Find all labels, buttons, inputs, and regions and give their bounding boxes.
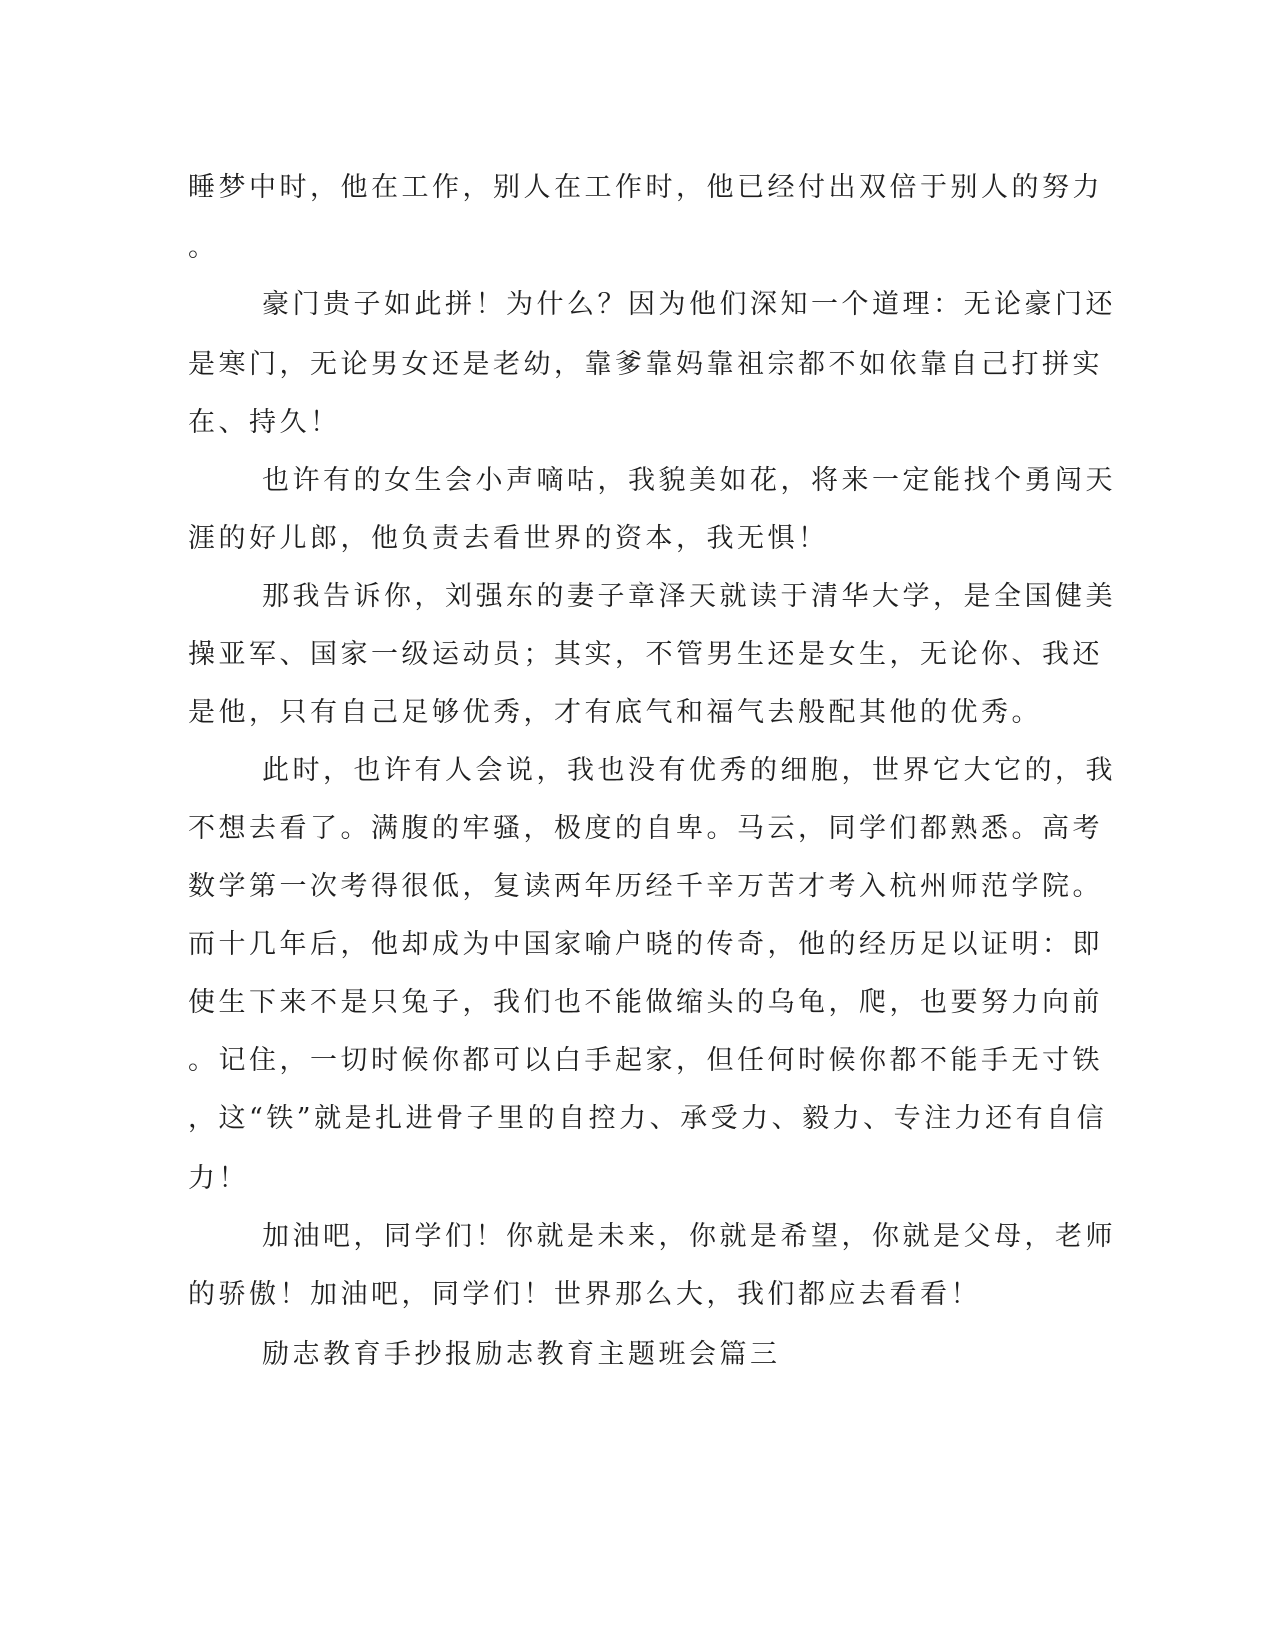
section-heading: 励志教育手抄报励志教育主题班会篇三: [262, 1339, 781, 1370]
paragraph-start-line: 加油吧，同学们！你就是未来，你就是希望，你就是父母，老师: [262, 1221, 1116, 1252]
paragraph-start-line: 豪门贵子如此拼！为什么？因为他们深知一个道理：无论豪门还: [262, 289, 1116, 320]
text-line: 而十几年后，他却成为中国家喻户晓的传奇，他的经历足以证明：即: [188, 929, 1103, 960]
text-line: 力！: [188, 1163, 249, 1194]
text-line: 不想去看了。满腹的牢骚，极度的自卑。马云，同学们都熟悉。高考: [188, 813, 1103, 844]
paragraph-start-line: 那我告诉你，刘强东的妻子章泽天就读于清华大学，是全国健美: [262, 581, 1116, 612]
text-line: 。记住，一切时候你都可以白手起家，但任何时候你都不能手无寸铁: [188, 1045, 1103, 1076]
text-line: 涯的好儿郎，他负责去看世界的资本，我无惧！: [188, 523, 829, 554]
text-line: 数学第一次考得很低，复读两年历经千辛万苦才考入杭州师范学院。: [188, 871, 1103, 902]
paragraph-start-line: 此时，也许有人会说，我也没有优秀的细胞，世界它大它的，我: [262, 755, 1116, 786]
paragraph-start-line: 也许有的女生会小声嘀咕，我貌美如花，将来一定能找个勇闯天: [262, 465, 1116, 496]
text-line: 在、持久！: [188, 407, 341, 438]
text-line: 睡梦中时，他在工作，别人在工作时，他已经付出双倍于别人的努力: [188, 172, 1103, 203]
text-line: 操亚军、国家一级运动员；其实，不管男生还是女生，无论你、我还: [188, 639, 1103, 670]
text-line: 的骄傲！加油吧，同学们！世界那么大，我们都应去看看！: [188, 1279, 981, 1310]
text-line: 使生下来不是只兔子，我们也不能做缩头的乌龟，爬，也要努力向前: [188, 987, 1103, 1018]
text-line: 是寒门，无论男女还是老幼，靠爹靠妈靠祖宗都不如依靠自己打拼实: [188, 349, 1103, 380]
text-line: ，这“铁”就是扎进骨子里的自控力、承受力、毅力、专注力还有自信: [188, 1103, 1108, 1134]
text-line: 。: [188, 232, 219, 263]
text-line: 是他，只有自己足够优秀，才有底气和福气去般配其他的优秀。: [188, 697, 1042, 728]
